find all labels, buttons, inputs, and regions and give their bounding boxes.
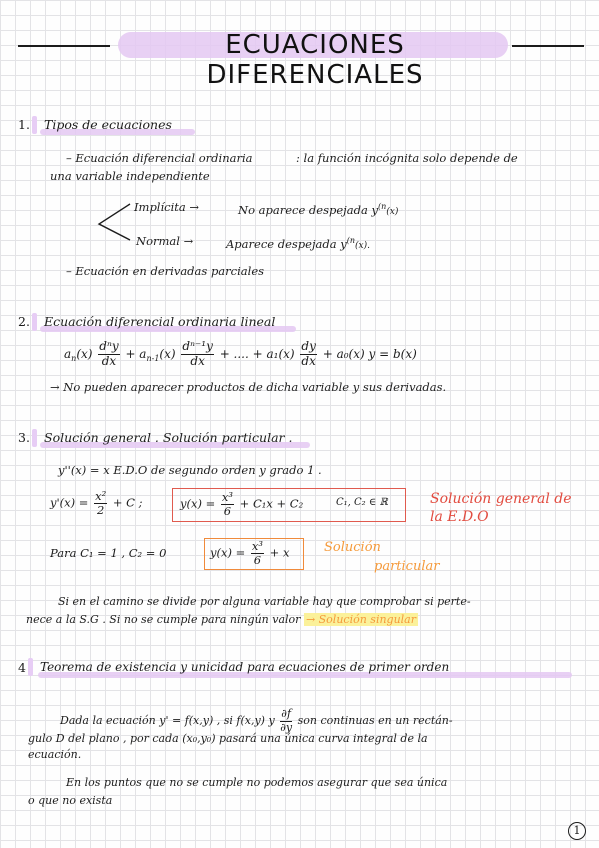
section-1-heading: Tipos de ecuaciones [44,117,172,132]
fraction: $\frac{\text{x³}}{6}$ [251,539,264,568]
ode-definition: : la función incógnita solo depende de [296,151,518,165]
particular-solution: y(x) = $\frac{\text{x³}}{6}$ + x [210,539,290,568]
example-ode: y''(x) = x E.D.O de segundo orden y grado 1 . [58,463,322,477]
first-integration: y'(x) = $\frac{\text{x²}}{2}$ + C ; [50,489,143,518]
page-number: 1 [568,822,586,840]
general-solution-label: Solución general de [430,491,572,507]
section-2-marker [32,313,37,331]
fraction: $\frac{\partial f}{\partial y}$ [280,707,293,734]
linear-ode-note: → No pueden aparecer productos de dicha variable y sus derivadas. [50,380,447,394]
fraction: $\frac{\text{dⁿy}}{dx}$ [99,339,119,368]
singular-note-line-1: Si en el camino se divide por alguna variable hay que comprobar si perte- [58,595,471,608]
theorem-line-2: gulo D del plano , por cada (x₀,y₀) pasará una única curva integral de la [28,732,428,745]
theorem-note-line-1: En los puntos que no se cumple no podemos asegurar que sea única [66,776,448,789]
section-3-marker [32,429,37,447]
title-banner [0,26,599,90]
ode-definition-cont: una variable independiente [50,169,210,183]
section-1-marker [32,116,37,134]
theorem-line-3: ecuación. [28,748,82,761]
theorem-line-1: Dada la ecuación y' = f(x,y) , si f(x,y) y $\frac{\partial f}{\partial y}$ son continuas en un rectán- [60,707,453,734]
ode-label: – Ecuación diferencial ordinaria [66,151,253,165]
singular-solution-highlight: → Solución singular [305,613,417,626]
title-rule-right [512,45,584,47]
section-2-number: 2. [18,314,30,329]
page-title: ECUACIONES DIFERENCIALES [206,30,424,90]
particular-solution-label: Solución [324,540,381,555]
title-rule-left [18,45,110,47]
particular-solution-label-cont: particular [374,559,440,574]
section-4-marker [28,658,33,676]
bracket-icon [96,202,132,242]
fraction: $\frac{\text{dⁿ⁻¹y}}{dx}$ [182,339,213,368]
fraction: $\frac{\text{x²}}{2}$ [95,489,107,518]
section-3-heading: Solución general . Solución particular . [44,430,293,445]
section-4-heading: Teorema de existencia y unicidad para ecuaciones de primer orden [40,660,450,674]
implicit-label: Implícita → [134,200,200,214]
singular-note-line-2: nece a la S.G . Si no se cumple para ningún valor → Solución singular [26,613,417,626]
section-3-number: 3. [18,430,30,445]
section-2-heading: Ecuación diferencial ordinaria lineal [44,314,276,329]
pde-item: – Ecuación en derivadas parciales [66,264,265,278]
general-solution: y(x) = $\frac{\text{x³}}{6}$ + C₁x + C₂ [180,490,304,519]
linear-ode-equation: $a_n(x)$ $\frac{\text{dⁿy}}{dx}$ + $a_{n-1}(x)$ $\frac{\text{dⁿ⁻¹y}}{dx}$ + .... + a₁(x) $\frac{dy}{dx}$ + a₀(x) y = b(x) [64,339,417,368]
fraction: $\frac{\text{x³}}{6}$ [221,490,234,519]
normal-label: Normal → [136,234,194,248]
particular-condition: Para C₁ = 1 , C₂ = 0 [50,546,167,560]
implicit-desc: No aparece despejada $y^{(n}(x)$ [238,202,399,217]
section-4-number: 4 [18,660,26,675]
fraction: $\frac{dy}{dx}$ [301,339,316,368]
theorem-note-line-2: o que no exista [28,794,113,807]
section-1-number: 1. [18,117,30,132]
general-solution-label-cont: la E.D.O [430,509,489,525]
constants-domain: C₁, C₂ ∈ ℝ [336,497,388,508]
normal-desc: Aparece despejada $y^{(n}(x)$. [226,236,371,251]
